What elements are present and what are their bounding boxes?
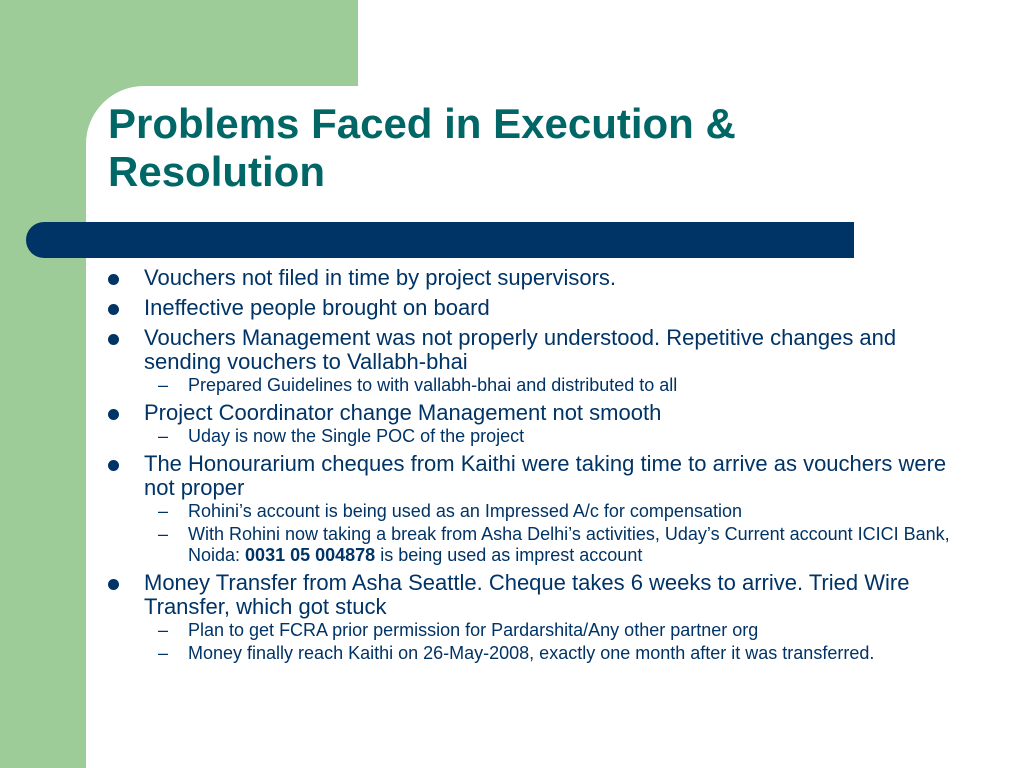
sub-bullet-text-part: With Rohini now taking a break from Asha Delhi’s activities, Uday’s Current account ICICI Bank, Noida: [188,524,950,565]
sub-bullet-text: Uday is now the Single POC of the project [188,426,525,446]
sub-bullet-item [104,426,964,447]
sub-bullet-text: Money finally reach Kaithi on 26-May-2008, exactly one month after it was transferred. [188,643,875,663]
sub-bullet-text: Plan to get FCRA prior permission for Pardarshita/Any other partner org [188,620,759,640]
sub-bullet-text-part: is being used as imprest account [375,545,643,565]
sub-bullet-item [104,524,964,566]
sub-bullet-text: Rohini’s account is being used as an Impressed A/c for compensation [188,501,742,521]
bullet-item [104,571,964,619]
slide-title: Problems Faced in Execution & Resolution [108,100,736,195]
account-number: 0031 05 004878 [245,545,376,565]
bullet-item [104,452,964,500]
bullet-text: Project Coordinator change Management not smooth [144,400,662,425]
bullet-text: Vouchers Management was not properly understood. Repetitive changes and sending vouchers to Vallabh-bhai [144,325,897,374]
bullet-text: Ineffective people brought on board [144,295,490,320]
dash-icon: – [158,620,169,640]
sub-bullet-item [104,501,964,522]
bullet-dot-icon [108,274,119,285]
bullet-dot-icon [108,409,119,420]
sub-bullet-item [104,620,964,641]
bullet-dot-icon [108,460,119,471]
dash-icon: – [158,501,169,521]
sub-bullet-item [104,643,964,664]
bullet-item [104,401,964,425]
bullet-item [104,266,964,290]
bullet-dot-icon [108,579,119,590]
dash-icon: – [158,524,169,544]
sub-bullet-text: Prepared Guidelines to with vallabh-bhai and distributed to all [188,375,678,395]
bullet-text: Money Transfer from Asha Seattle. Cheque takes 6 weeks to arrive. Tried Wire Transfer, which got stuck [144,570,910,619]
bullet-text: The Honourarium cheques from Kaithi were taking time to arrive as vouchers were not proper [144,451,947,500]
bullet-dot-icon [108,304,119,315]
title-rule-bar [26,222,854,258]
dash-icon: – [158,426,169,446]
bullet-item [104,326,964,374]
dash-icon: – [158,643,169,663]
dash-icon: – [158,375,169,395]
sub-bullet-item [104,375,964,396]
bullet-item [104,296,964,320]
sub-bullet-text [188,524,950,565]
bullet-list [104,266,964,664]
bullet-text: Vouchers not filed in time by project supervisors. [144,265,617,290]
bullet-dot-icon [108,334,119,345]
